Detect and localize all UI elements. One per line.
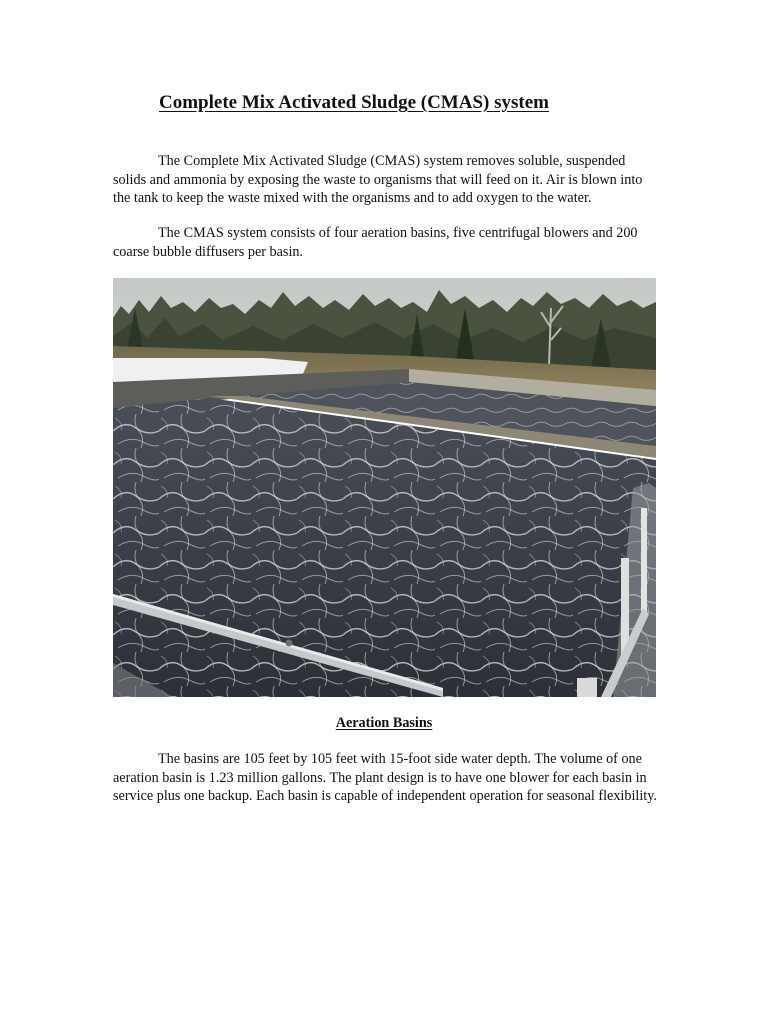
section-heading-aeration-basins: Aeration Basins bbox=[335, 715, 433, 731]
intro-paragraph: The Complete Mix Activated Sludge (CMAS) system removes soluble, suspended solids and ammonia by exposing the waste to organisms that will feed on it. Air is blown into the tank to keep the waste mixed with the organisms and to add oxygen to the water. bbox=[113, 153, 643, 206]
components-paragraph: The CMAS system consists of four aeration basins, five centrifugal blowers and 200 coarse bubble diffusers per basin. bbox=[113, 225, 638, 260]
basins-paragraph: The basins are 105 feet by 105 feet with 15-foot side water depth. The volume of one aeration basin is 1.23 million gallons. The plant design is to have one blower for each basin in service plus one backup. Each basin is capable of independent operation for seasonal flexibility. bbox=[113, 751, 657, 804]
aeration-basin-photo bbox=[113, 278, 656, 697]
page-title: Complete Mix Activated Sludge (CMAS) system bbox=[159, 92, 549, 113]
